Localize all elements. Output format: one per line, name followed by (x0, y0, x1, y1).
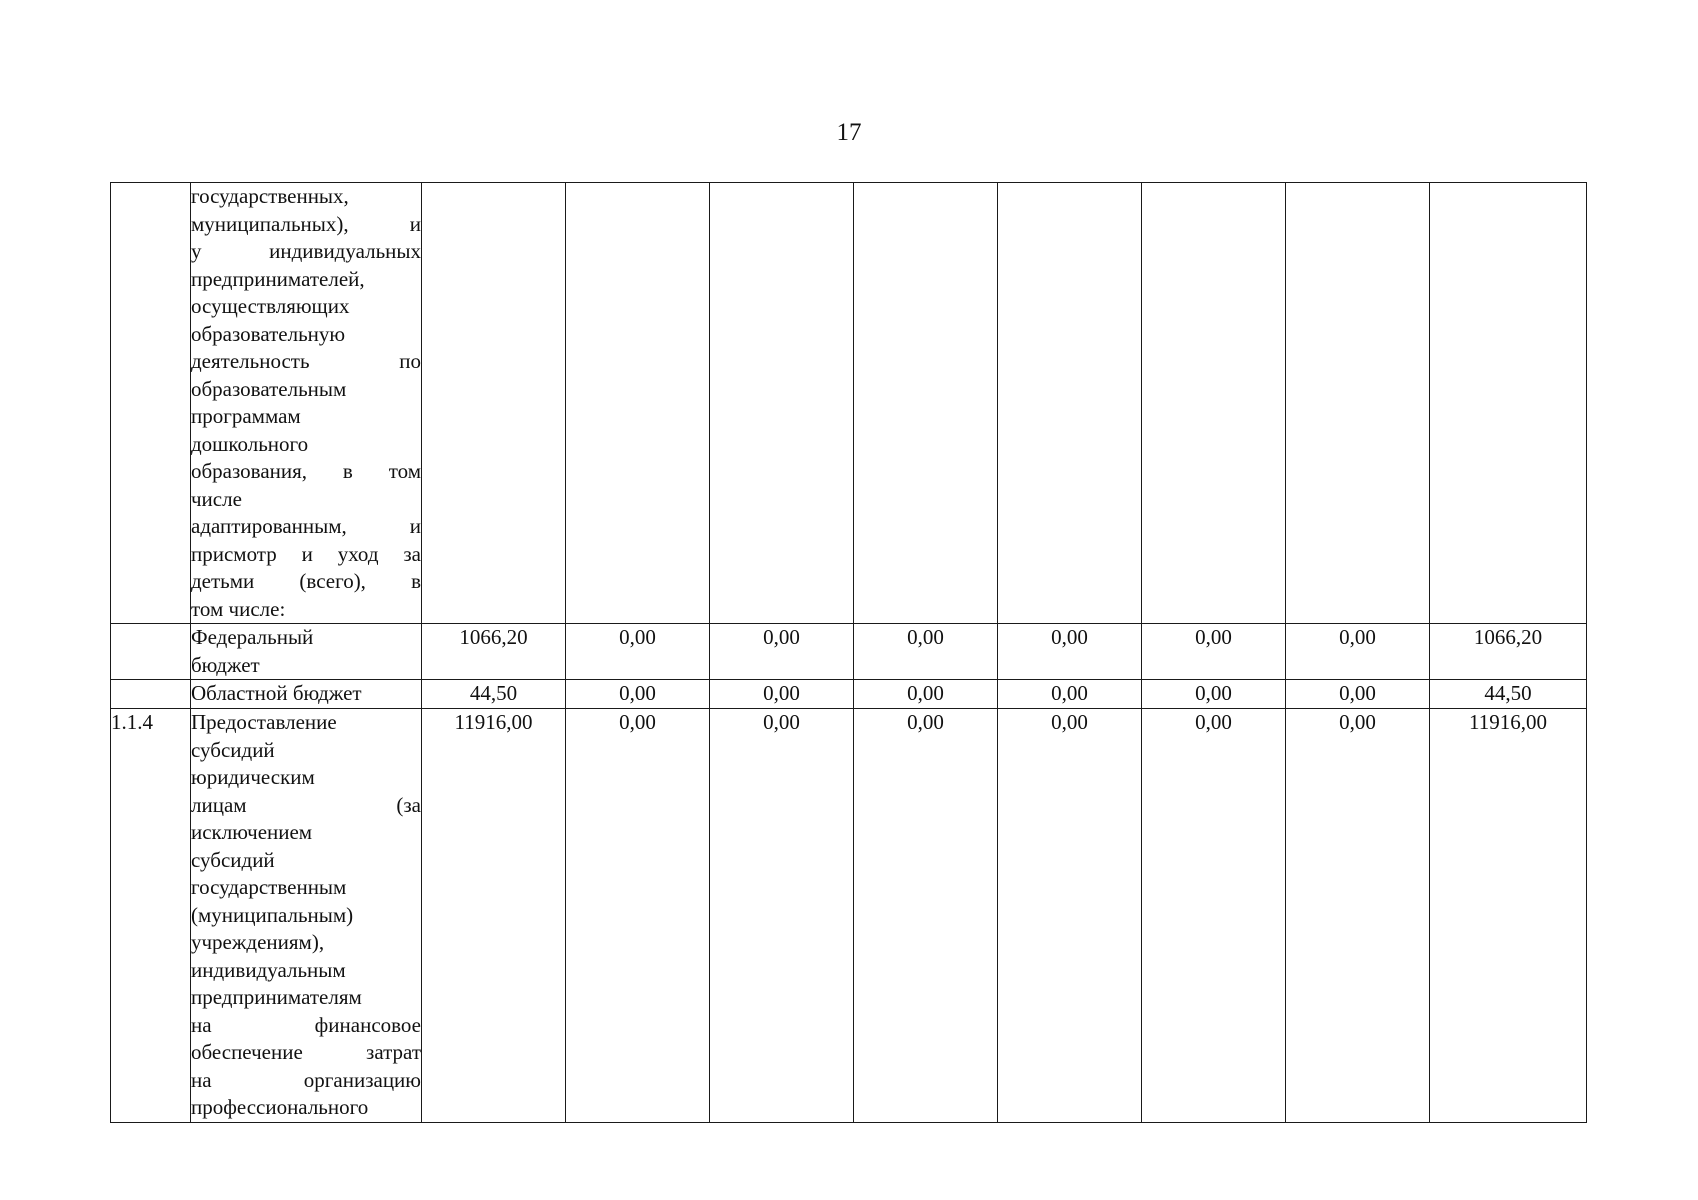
description-line: образовательную (191, 321, 346, 346)
description-line: Федеральный (191, 625, 314, 649)
value-cell (422, 183, 566, 624)
value-cell: 0,00 (1286, 709, 1430, 1123)
description-line: исключением (191, 820, 313, 844)
description-line: том числе: (191, 596, 286, 621)
value-cell (1430, 183, 1587, 624)
value-cell: 1066,20 (422, 624, 566, 680)
description-cell (191, 624, 422, 680)
value-cell: 11916,00 (1430, 709, 1587, 1123)
value-cell: 0,00 (566, 709, 710, 1123)
value-cell: 0,00 (1142, 709, 1286, 1123)
budget-table (110, 182, 1587, 1123)
description-line: Предоставление (191, 710, 337, 734)
value-cell: 1066,20 (1430, 624, 1587, 680)
item-number-cell (111, 624, 191, 680)
description-line: (муниципальным) (191, 902, 354, 927)
value-cell (1142, 183, 1286, 624)
description-line: учреждениям), (191, 930, 325, 954)
description-line: муниципальных), и (191, 211, 421, 236)
description-line: Областной бюджет (191, 681, 362, 705)
value-cell: 11916,00 (422, 709, 566, 1123)
table-row-regional-budget (111, 680, 1587, 709)
value-cell: 0,00 (1142, 680, 1286, 709)
value-cell: 0,00 (566, 624, 710, 680)
description-line: государственных, (191, 184, 349, 208)
item-number-cell (111, 183, 191, 624)
description-line: предпринимателей, (191, 266, 365, 291)
description-line: детьми (всего), в (191, 569, 421, 593)
description-line: числе (191, 486, 242, 511)
description-line: индивидуальным (191, 957, 346, 982)
description-line: деятельность по (191, 349, 421, 373)
description-line: программам (191, 404, 301, 428)
description-line: профессионального (191, 1095, 369, 1119)
value-cell: 0,00 (854, 680, 998, 709)
description-line: осуществляющих (191, 294, 350, 318)
value-cell: 0,00 (566, 680, 710, 709)
table-row-1-1-4 (111, 709, 1587, 1123)
description-cell (191, 680, 422, 709)
value-cell: 0,00 (710, 624, 854, 680)
value-cell: 0,00 (998, 624, 1142, 680)
description-line: образовательным (191, 376, 347, 401)
value-cell: 44,50 (1430, 680, 1587, 709)
description-line: у индивидуальных (191, 239, 421, 263)
description-cell (191, 709, 422, 1123)
page-number: 17 (836, 119, 862, 146)
description-line: юридическим (191, 765, 315, 789)
table-row-continuation (111, 183, 1587, 624)
value-cell: 0,00 (854, 624, 998, 680)
description-line: государственным (191, 875, 347, 899)
value-cell: 0,00 (854, 709, 998, 1123)
description-line: обеспечение затрат (191, 1040, 421, 1064)
description-line: образования, в том (191, 459, 421, 483)
value-cell: 0,00 (1142, 624, 1286, 680)
description-line: предпринимателям (191, 985, 362, 1009)
description-cell (191, 183, 422, 624)
value-cell (854, 183, 998, 624)
value-cell: 0,00 (998, 680, 1142, 709)
value-cell: 0,00 (1286, 624, 1430, 680)
description-line: лицам (за (191, 792, 421, 817)
table-row-federal-budget (111, 624, 1587, 680)
value-cell (1286, 183, 1430, 624)
value-cell (566, 183, 710, 624)
value-cell: 44,50 (422, 680, 566, 709)
value-cell: 0,00 (710, 680, 854, 709)
value-cell: 0,00 (1286, 680, 1430, 709)
item-number-cell (111, 680, 191, 709)
description-line: адаптированным, и (191, 514, 421, 538)
value-cell: 0,00 (710, 709, 854, 1123)
description-line: бюджет (191, 652, 260, 677)
description-line: присмотр и уход за (191, 541, 421, 566)
value-cell (998, 183, 1142, 624)
description-line: на финансовое (191, 1012, 421, 1037)
value-cell (710, 183, 854, 624)
description-line: на организацию (191, 1067, 421, 1092)
description-line: субсидий (191, 847, 275, 872)
description-line: дошкольного (191, 431, 309, 456)
description-line: субсидий (191, 737, 275, 762)
item-number-cell: 1.1.4 (111, 709, 191, 1123)
value-cell: 0,00 (998, 709, 1142, 1123)
